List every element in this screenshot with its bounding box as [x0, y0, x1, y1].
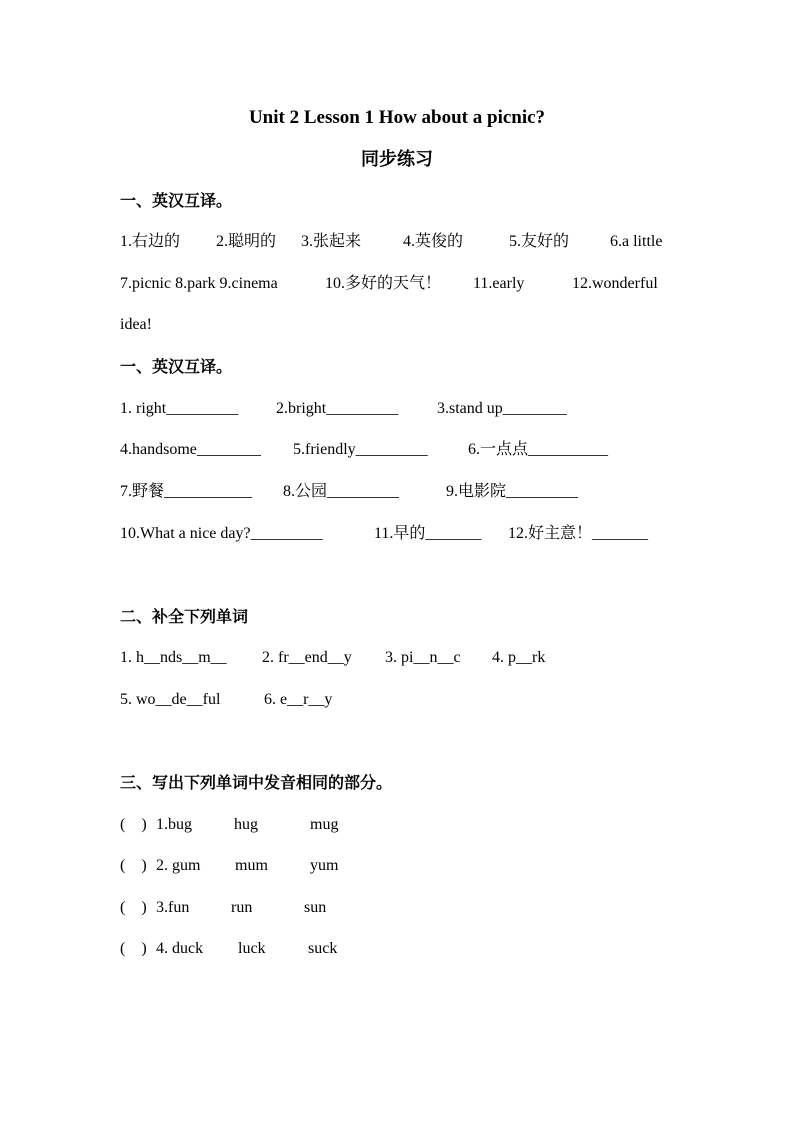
phonics-word: hug: [234, 816, 258, 833]
vocab-item: 12.wonderful: [572, 275, 658, 292]
phonics-word: luck: [238, 940, 266, 957]
phonics-word: run: [231, 899, 253, 916]
section2-line4: [120, 521, 680, 547]
section2-line3: [120, 479, 680, 505]
phonics-word: 4. duck: [156, 940, 204, 957]
section3-line2: [120, 687, 680, 713]
vocab-item: 4.英俊的: [403, 233, 464, 250]
section3-heading: 二、补全下列单词: [120, 607, 249, 626]
missing-letter-item: 1. h__nds__m__: [120, 649, 227, 666]
section3-line1: [120, 645, 680, 671]
fill-blank-item: 2.bright_________: [276, 400, 399, 417]
phonics-word: 2. gum: [156, 857, 201, 874]
phonics-word: sun: [304, 899, 327, 916]
section2-heading: 一、英汉互译。: [120, 357, 233, 376]
vocab-item: 5.友好的: [509, 233, 570, 250]
answer-bracket: ( ): [120, 899, 147, 916]
phonics-row: [120, 812, 680, 838]
fill-blank-item: 5.friendly_________: [293, 441, 428, 458]
page-subtitle: 同步练习: [361, 149, 433, 170]
phonics-word: 3.fun: [156, 899, 190, 916]
phonics-row: [120, 895, 680, 921]
phonics-row: [120, 853, 680, 879]
vocab-item: 3.张起来: [301, 233, 362, 250]
fill-blank-item: 11.早的_______: [374, 525, 482, 542]
vocab-item: 7.picnic 8.park 9.cinema: [120, 275, 278, 292]
phonics-word: 1.bug: [156, 816, 192, 833]
missing-letter-item: 5. wo__de__ful: [120, 691, 221, 708]
vocab-item: 10.多好的天气！: [325, 275, 442, 292]
fill-blank-item: 1. right_________: [120, 400, 239, 417]
fill-blank-item: 7.野餐___________: [120, 483, 253, 500]
fill-blank-item: 10.What a nice day?_________: [120, 525, 323, 542]
answer-bracket: ( ): [120, 940, 147, 957]
phonics-row: [120, 936, 680, 962]
fill-blank-item: 9.电影院_________: [446, 483, 579, 500]
section1-line3: idea!: [120, 316, 152, 333]
phonics-word: yum: [310, 857, 339, 874]
missing-letter-item: 3. pi__n__c: [385, 649, 461, 666]
missing-letter-item: 2. fr__end__y: [262, 649, 352, 666]
fill-blank-item: 12.好主意！_______: [508, 525, 649, 542]
page-title: Unit 2 Lesson 1 How about a picnic?: [248, 107, 546, 128]
section2-line1: [120, 396, 680, 422]
fill-blank-item: 8.公园_________: [283, 483, 400, 500]
section4-heading: 三、写出下列单词中发音相同的部分。: [120, 773, 393, 792]
section1-heading: 一、英汉互译。: [120, 191, 233, 210]
phonics-word: suck: [308, 940, 338, 957]
fill-blank-item: 4.handsome________: [120, 441, 261, 458]
fill-blank-item: 6.一点点__________: [468, 441, 609, 458]
vocab-item: 2.聪明的: [216, 233, 277, 250]
missing-letter-item: 4. p__rk: [492, 649, 546, 666]
phonics-word: mum: [235, 857, 268, 874]
vocab-item: 6.a little: [610, 233, 663, 250]
vocab-item: 1.右边的: [120, 233, 181, 250]
section1-line2: [120, 271, 680, 297]
vocab-item: 11.early: [473, 275, 525, 292]
section1-line1: [120, 229, 680, 255]
answer-bracket: ( ): [120, 816, 147, 833]
answer-bracket: ( ): [120, 857, 147, 874]
phonics-word: mug: [310, 816, 339, 833]
missing-letter-item: 6. e__r__y: [264, 691, 333, 708]
fill-blank-item: 3.stand up________: [437, 400, 567, 417]
section2-line2: [120, 437, 680, 463]
